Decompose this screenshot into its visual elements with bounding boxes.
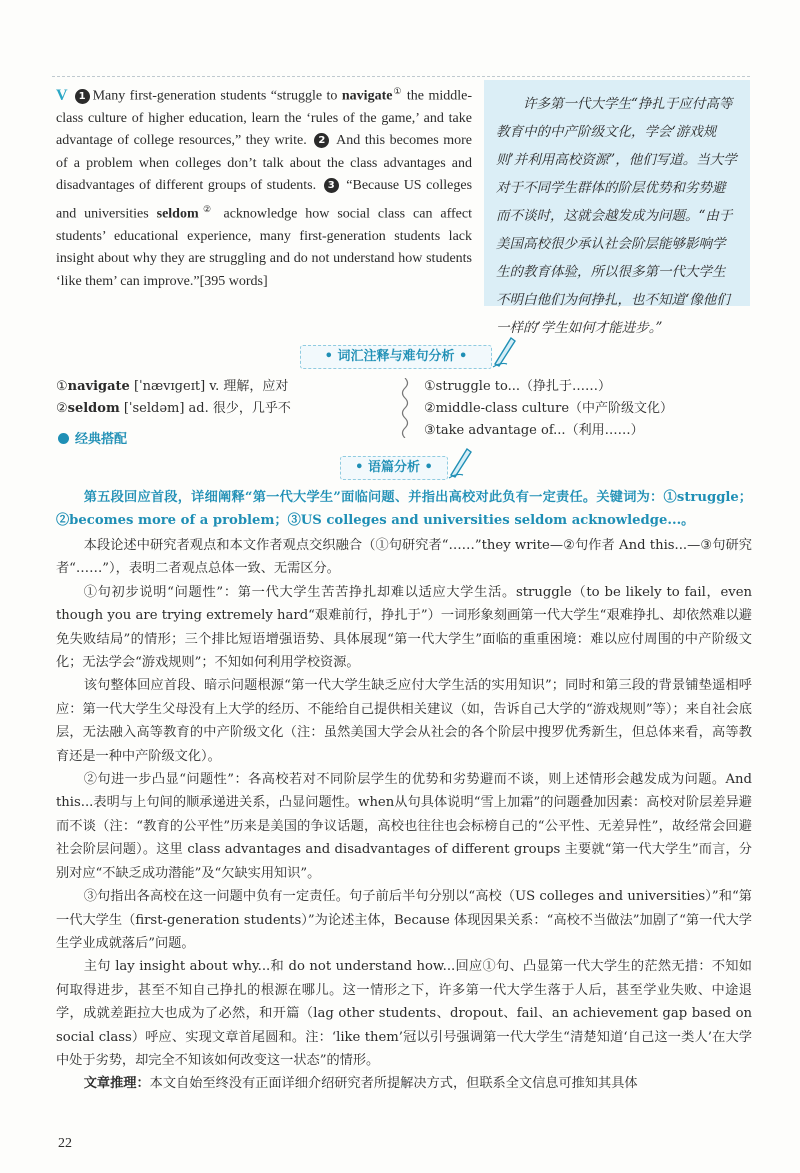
- discourse-banner: [340, 456, 448, 480]
- analysis-lead: [56, 486, 752, 533]
- note-mark-1: ①: [392, 86, 403, 96]
- top-dashed-rule: [52, 76, 750, 77]
- analysis-body: [56, 534, 752, 1096]
- vocab-num: ①: [56, 379, 68, 394]
- phrase-item: ①struggle to...（挣扎于……）: [424, 379, 611, 394]
- paragraph-roman-numeral: V: [56, 86, 68, 104]
- sentence-3-part-b: acknowledge how social class can affect students’ educational experience, many first-generation students lack insight about why they are struggling and do not understand how students ‘like them’ can improve.”: [56, 206, 472, 289]
- sentence-2: And this becomes more of a problem when colleges don’t talk about the class advantages and disadvantages of different groups of students.: [56, 133, 472, 194]
- page-number: 22: [58, 1136, 72, 1151]
- analysis-paragraph: ②句进一步凸显“问题性”：各高校若对不同阶层学生的优势和劣势避而不谈，则上述情形会越发成为问题。And this...表明与上句间的顺承递进关系，凸显问题性。when从句具体说明“雪上加霜”的问题叠加因素：高校对阶层差异避而不谈（注：“教育的公平性”历来是美国的争议话题，高校也往往也会标榜自己的“公平性、无差异性”，故经常会回避社会阶层问题）。这里 class advantages and disadvantages of different groups 主要就“第一代大学生”而言，分别对应“不缺乏成功潜能”及“欠缺实用知识”。: [56, 772, 752, 881]
- phrase-item: ②middle-class culture（中产阶级文化）: [424, 401, 674, 416]
- vocab-list: [56, 376, 291, 420]
- sentence-1-part-a: Many first-generation students “struggle to: [92, 88, 342, 104]
- analysis-paragraph: ③句指出各高校在这一问题中负有一定责任。句子前后半句分别以“高校（US colleges and universities）”和“第一代大学生（first-generation students）”为论述主体，Because 体现因果关系：“高校不当做法”加剧了“第一代大学生学业成就落后”问题。: [56, 889, 752, 951]
- sentence-number-2: 2: [314, 133, 329, 148]
- analysis-paragraph: ①句初步说明“问题性”：第一代大学生苦苦挣扎却难以适应大学生活。struggle（to be likely to fail，even though you are trying extremely hard“艰难前行，挣扎于”）一词形象刻画第一代大学生“艰难挣扎、却依然难以避免失败结局”的情形；三个排比短语增强语势、具体展现“第一代大学生”面临的重重困境：难以应付周围的中产阶级文化；无法学会“游戏规则”；不知如何利用学校资源。: [56, 584, 752, 671]
- sentence-number-3: 3: [324, 178, 339, 193]
- vocab-definition: [ˈseldəm] ad. 很少，几乎不: [119, 401, 291, 416]
- analysis-paragraph: 该句整体回应首段、暗示问题根源“第一代大学生缺乏应付大学生活的实用知识”；同时和第三段的背景铺垫遥相呼应：第一代大学生父母没有上大学的经历、不能给自己提供相关建议（如，告诉自己大学的“游戏规则”等）；来自社会底层，无法融入高等教育的中产阶级文化（注：虽然美国大学会从社会的各个阶层中搜罗优秀新生，但总体来看，高等教育还是一种中产阶级文化）。: [56, 678, 752, 764]
- note-mark-2: ②: [198, 203, 216, 214]
- analysis-paragraph: [56, 1072, 752, 1095]
- spiral-divider-icon: [398, 378, 412, 438]
- pen-icon: [491, 334, 517, 368]
- vocab-definition: [ˈnævɪɡeɪt] v. 理解，应对: [129, 379, 289, 394]
- word-count: [395 words]: [199, 273, 268, 289]
- inference-label: 文章推理：: [83, 1076, 150, 1092]
- vocab-word: navigate: [67, 379, 130, 394]
- pen-icon: [447, 445, 473, 479]
- phrase-list: [424, 376, 673, 442]
- inference-text: 本文自始至终没有正面详细介绍研究者所提解决方式，但联系全文信息可推知其具体: [149, 1076, 638, 1092]
- analysis-lead-text: 第五段回应首段，详细阐释“第一代大学生”面临问题、并指出高校对此负有一定责任。关键词为：①struggle；②becomes more of a problem；③US colleges and universities seldom acknowledge...。: [56, 490, 752, 529]
- bullet-dot-icon: [58, 433, 69, 444]
- vocab-banner: [300, 345, 492, 369]
- vocab-item: [56, 376, 291, 398]
- discourse-banner-title: • 语篇分析 •: [355, 460, 433, 475]
- sentence-1-part-b: the middle-class culture of higher education, learn the ‘rules of the game,’ and take advantage of college resources,” they write.: [56, 88, 472, 149]
- vocab-banner-title: • 词汇注释与难句分析 •: [324, 349, 468, 364]
- sentence-number-1: 1: [75, 89, 90, 104]
- vocab-num: ②: [56, 401, 68, 416]
- analysis-paragraph: 本段论述中研究者观点和本文作者观点交织融合（①句研究者“……”they write—②句作者 And this...—③句研究者“……”），表明二者观点总体一致、无需区分。: [56, 538, 752, 577]
- vocab-item: [56, 398, 291, 420]
- phrase-item: ③take advantage of...（利用……）: [424, 423, 644, 438]
- translation-box: 许多第一代大学生“挣扎于应付高等教育中的中产阶级文化，学会‘游戏规则’并利用高校资源”，他们写道。当大学对于不同学生群体的阶层优势和劣势避而不谈时，这就会越发成为问题。“由于美国高校很少承认社会阶层能够影响学生的教育体验，所以很多第一代大学生不明白他们为何挣扎，也不知道‘像他们一样的’学生如何才能进步。”: [484, 80, 750, 306]
- passage-paragraph-v: [56, 80, 472, 293]
- analysis-paragraph: 主句 lay insight about why...和 do not understand how...回应①句、凸显第一代大学生的茫然无措：不知如何取得进步，甚至不知自己挣扎的根源在哪儿。这一情形之下，许多第一代大学生落于人后，甚至学业失败、中途退学，成就差距拉大也成为了必然，和开篇（lag other students、dropout、fail、an achievement gap based on social class）呼应、实现文章首尾圆和。注：‘like them’冠以引号强调第一代大学生“清楚知道‘自己这一类人’在大学中处于劣势，却完全不知该如何改变这一状态”的情形。: [56, 959, 752, 1068]
- sentence-3-part-a: “Because US colleges and universities: [56, 178, 473, 222]
- keyword-navigate: navigate: [341, 88, 393, 104]
- vocab-word: seldom: [67, 401, 120, 416]
- classic-collocation-label: [58, 428, 127, 447]
- keyword-seldom: seldom: [156, 206, 199, 222]
- classic-label-text: 经典搭配: [75, 432, 128, 447]
